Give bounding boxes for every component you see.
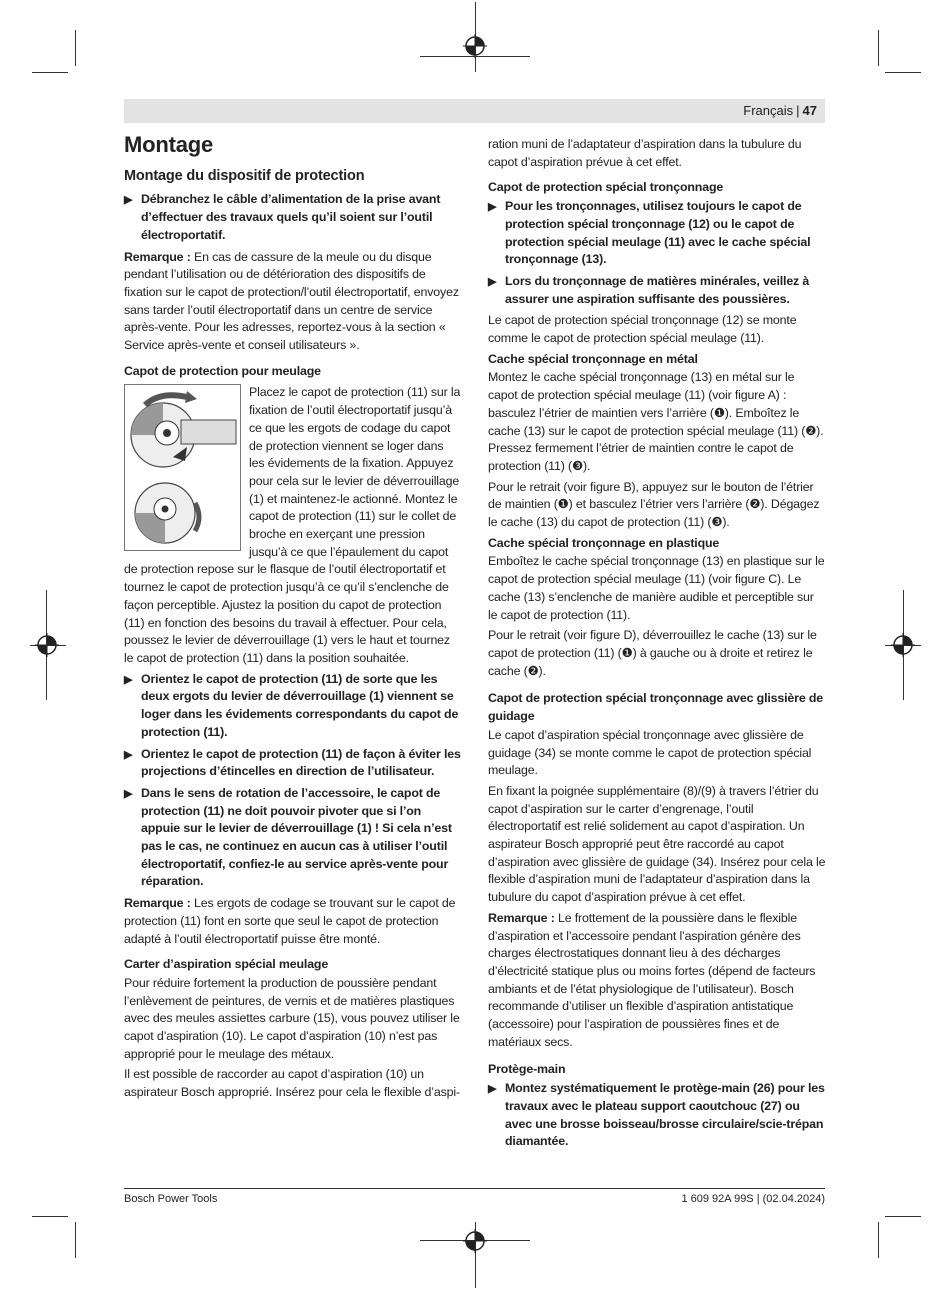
instruction-bullet: ▶ Montez systématiquement le protège-main (26) pour les travaux avec le plateau support caoutchouc (27) ou avec une brosse boisseau/brosse circulaire/scie-trépan diamantée. <box>488 1080 826 1151</box>
instruction-bullet: ▶ Dans le sens de rotation de l’accessoire, le capot de protection (11) ne doit pouvoir pivoter que si l’on appuie sur le levier de déverrouillage (1) ! Si cela n’est pas le cas, ne continuez en aucun cas à utiliser l’outil électroportatif, confiez-le au service après-vente pour réparation. <box>124 785 462 891</box>
heading-plastique: Cache spécial tronçonnage en plastique <box>488 535 720 550</box>
arrow-icon: ▶ <box>124 673 133 686</box>
registration-mark-icon <box>463 1229 487 1253</box>
arrow-icon: ▶ <box>488 275 497 288</box>
footer-right: 1 609 92A 99S | (02.04.2024) <box>681 1193 825 1205</box>
heading-glissiere: Capot de protection spécial tronçonnage avec glissière de guidage <box>488 691 824 724</box>
page-header <box>124 99 825 123</box>
section-title: Montage <box>124 132 214 157</box>
remark-paragraph: Remarque : Le frottement de la poussière dans le flexible d’aspiration et l’accessoire pendant l’aspiration génère des charges électrostatiques donnant lieu à des décharges d’électricité statique plus ou moins fortes (dépend de facteurs ambiants et de l’état physiologique de l’utilisateur). Bosch recommande d’utiliser un flexible d’aspiration antistatique (accessoire) pour l’aspiration de poussières fines et de matériaux secs. <box>488 910 816 1049</box>
registration-mark-icon <box>463 34 487 58</box>
remark-paragraph: Remarque : En cas de cassure de la meule ou du disque pendant l’utilisation ou de détérioration des dispositifs de fixation sur le capot de protection/l’outil électroportatif, envoyez sans tarder l’outil électroportatif dans un centre de service après-vente. Pour les adresses, reportez-vous à la section « Service après-vente et conseil utilisateurs ». <box>124 249 459 353</box>
registration-mark-icon <box>891 633 915 657</box>
crop-mark <box>885 72 921 73</box>
arrow-icon: ▶ <box>488 201 497 214</box>
arrow-icon: ▶ <box>124 748 133 761</box>
warning-bullet: ▶ Débranchez le câble d’alimentation de la prise avant d’effectuer des travaux quels qu’il soient sur l’outil électroportatif. <box>124 191 462 244</box>
crop-mark <box>32 72 68 73</box>
arrow-icon: ▶ <box>124 787 133 800</box>
heading-protege-main: Protège-main <box>488 1062 566 1077</box>
paragraph: En fixant la poignée supplémentaire (8)/(9) à travers l’étrier du capot d’aspiration sur le carter d’engrenage, l’outil électroportatif est relié solidement au capot d’aspiration. Un aspirateur Bosch approprié peut être raccordé au capot d’aspiration avec glissière de guidage (34). Insérez pour cela le flexible d’aspiration muni de l’adaptateur d’aspiration dans la tubulure du capot d’aspiration prévue à cet effet. <box>488 783 826 905</box>
instruction-bullet: ▶ Pour les tronçonnages, utilisez toujours le capot de protection spécial tronçonnage (12) ou le capot de protection spécial meulage (11) avec le cache spécial tronçonnage (13). <box>488 198 826 269</box>
paragraph: Il est possible de raccorder au capot d’aspiration (10) un aspirateur Bosch approprié. Insérez pour cela le flexible d’aspi- <box>124 1067 460 1100</box>
crop-mark <box>75 30 76 66</box>
heading-tronconnage: Capot de protection spécial tronçonnage <box>488 180 724 195</box>
heading-metal: Cache spécial tronçonnage en métal <box>488 351 698 366</box>
guard-mounting-illustration <box>124 384 241 551</box>
section-subtitle: Montage du dispositif de protection <box>124 167 365 184</box>
instruction-bullet: ▶ Orientez le capot de protection (11) de sorte que les deux ergots du levier de déverrouillage (1) viennent se loger dans les évidements correspondants du capot de protection (11). <box>124 671 462 742</box>
paragraph: Pour le retrait (voir figure B), appuyez sur le bouton de l’étrier de maintien (❶) et basculez l’étrier vers l’arrière (❷). Dégagez le cache (13) du capot de protection (11) (❸). <box>488 479 820 530</box>
header-text: Français | 47 <box>743 103 817 118</box>
footer-left: Bosch Power Tools <box>124 1193 218 1205</box>
arrow-icon: ▶ <box>488 1083 497 1096</box>
paragraph: Pour le retrait (voir figure D), déverrouillez le cache (13) sur le capot de protection (11) (❶) à gauche ou à droite et retirez le cache (❷). <box>488 628 817 678</box>
crop-mark <box>878 1222 879 1258</box>
paragraph: Emboîtez le cache spécial tronçonnage (13) en plastique sur le capot de protection spécial meulage (11) (voir figure C). Le cache (13) s’enclenche de manière audible et perceptible sur le capot de protection (11). <box>488 554 825 622</box>
paragraph: Le capot de protection spécial tronçonnage (12) se monte comme le capot de protection spécial meulage (11). <box>488 313 797 346</box>
paragraph: Pour réduire fortement la production de poussière pendant l’enlèvement de peintures, de vernis et de matières plastiques avec des meules assiettes carbure (15), vous pouvez utiliser le capot d’aspiration (10). Le capot d’aspiration (10) n’est pas approprié pour le meulage des métaux. <box>124 975 460 1061</box>
paragraph: Montez le cache spécial tronçonnage (13) en métal sur le capot de protection spécial meulage (11) (voir figure A) : basculez l’étrier de maintien vers l’arrière (❶). Emboîtez le cache (13) sur le capot de protection spécial meulage (11) (❷). Pressez fermement l’étrier de maintien contre le capot de protection (11) (❸). <box>488 370 824 473</box>
instruction-bullet: ▶ Lors du tronçonnage de matières minérales, veillez à assurer une aspiration suffisante des poussières. <box>488 273 826 308</box>
arrow-icon: ▶ <box>124 194 133 207</box>
instruction-bullet: ▶ Orientez le capot de protection (11) de façon à éviter les projections d’étincelles en direction de l’utilisateur. <box>124 746 462 781</box>
left-column <box>124 132 462 1105</box>
header-language: Français <box>743 103 794 118</box>
registration-mark-icon <box>35 633 59 657</box>
mounting-paragraph: Placez le capot de protection (11) sur la fixation de l’outil électroportatif jusqu’à ce que les ergots de codage du capot de protection viennent se loger dans les évidements de la fixation. Appuyez pour cela sur le levier de déverrouillage (1) et maintenez-le actionné. Montez le capot de protection (11) sur le collet de broche en exerçant une pression jusqu’à ce que l’épaulement du capot de protection repose sur le flasque de l’outil électroportatif et tournez le capot de protection jusqu’à ce qu’il s’enclenche de façon perceptible. Ajustez la position du capot de protection (11) en fonction des besoins du travail à effectuer. Pour cela, poussez le levier de déverrouillage (1) vers le haut et tournez le capot de protection (11) dans la position souhaitée. <box>124 385 461 665</box>
paragraph: ration muni de l’adaptateur d’aspiration dans la tubulure du capot d’aspiration prévue à cet effet. <box>488 137 802 169</box>
crop-mark <box>32 1216 68 1217</box>
heading-carter: Carter d’aspiration spécial meulage <box>124 957 329 972</box>
crop-mark <box>878 30 879 66</box>
footer-rule <box>124 1188 825 1189</box>
right-column <box>488 136 826 1155</box>
page-number: 47 <box>802 103 817 118</box>
crop-mark <box>75 1222 76 1258</box>
crop-mark <box>885 1216 921 1217</box>
remark-paragraph: Remarque : Les ergots de codage se trouvant sur le capot de protection (11) font en sorte que seul le capot de protection adapté à l’outil électroportatif puisse être monté. <box>124 896 456 946</box>
heading-capot-meulage: Capot de protection pour meulage <box>124 363 321 378</box>
paragraph: Le capot d’aspiration spécial tronçonnage avec glissière de guidage (34) se monte comme le capot de protection spécial meulage. <box>488 727 812 778</box>
